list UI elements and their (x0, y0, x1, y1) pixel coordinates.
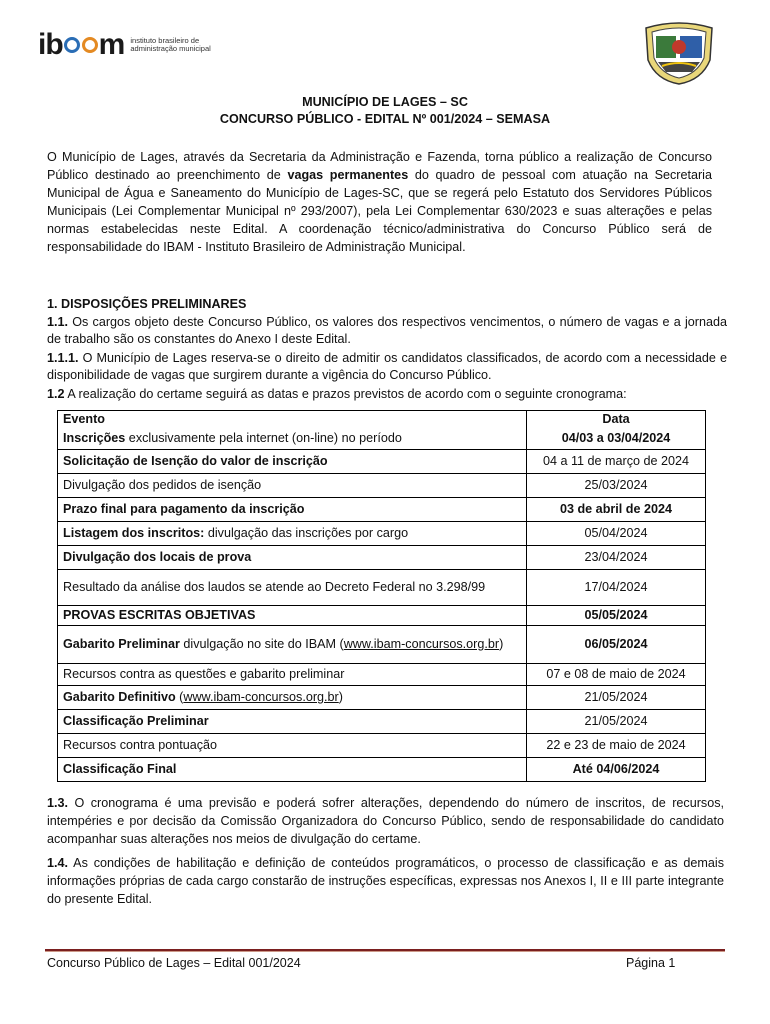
section-heading-text: 1. DISPOSIÇÕES PRELIMINARES (47, 297, 247, 311)
event-cell (58, 685, 527, 709)
p11-text: Os cargos objeto deste Concurso Público, os valores dos respectivos vencimentos, o número de vagas e a jornada de trabalho são os constantes do Anexo I deste Edital. (47, 315, 727, 346)
lages-coat-of-arms-icon (642, 20, 716, 86)
event-text: divulgação no site do IBAM ( (179, 637, 344, 651)
date-cell: 05/05/2024 (527, 605, 706, 625)
date-cell: 17/04/2024 (527, 569, 706, 605)
date-cell: 04/03 a 03/04/2024 (527, 427, 706, 449)
table-row (58, 569, 706, 605)
p111-number: 1.1.1. (47, 351, 79, 365)
event-text: Divulgação dos pedidos de isenção (63, 478, 262, 492)
event-text: ( (175, 690, 184, 704)
ibam-logo (38, 28, 211, 62)
event-cell (58, 449, 527, 473)
logo-sub-line1: instituto brasileiro de (130, 36, 200, 45)
table-row (58, 521, 706, 545)
event-bold: Gabarito Preliminar (63, 637, 180, 651)
date-cell: 06/05/2024 (527, 625, 706, 663)
event-bold: Solicitação de Isenção do valor de inscrição (63, 454, 328, 468)
event-cell (58, 569, 527, 605)
event-tail: ) (499, 637, 504, 651)
section-heading (47, 296, 727, 313)
event-text: Recursos contra pontuação (63, 738, 218, 752)
logo-sub-line2: administração municipal (130, 44, 211, 53)
p13-text: O cronograma é uma previsão e poderá sofrer alterações, dependendo do número de inscritos, de recursos, intempéries e por decisão da Comissão Organizadora do Concurso Público, sendo de responsabilidade do candidato acompanhar suas alterações nos meios de divulgação do certame. (47, 796, 724, 846)
event-cell (58, 733, 527, 757)
event-bold: Classificação Final (63, 762, 177, 776)
paragraph-1-1-1 (47, 350, 727, 384)
event-cell (58, 427, 527, 449)
date-cell: 05/04/2024 (527, 521, 706, 545)
table-row (58, 605, 706, 625)
date-cell: Até 04/06/2024 (527, 757, 706, 781)
ibam-site-link[interactable]: www.ibam-concursos.org.br (343, 637, 500, 651)
event-bold: Listagem dos inscritos: (63, 526, 205, 540)
page-number: Página 1 (626, 956, 676, 970)
event-cell (58, 521, 527, 545)
table-row (58, 449, 706, 473)
table-row (58, 685, 706, 709)
event-bold: Inscrições (63, 430, 126, 445)
event-cell (58, 473, 527, 497)
p14-text: As condições de habilitação e definição de conteúdos programáticos, o processo de classificação e as demais informações próprias de cada cargo constarão de instruções específicas, expressas nos Anexos I, II e III parte integrante do presente Edital. (47, 856, 724, 906)
footer-divider (45, 949, 725, 952)
table-row (58, 733, 706, 757)
paragraph-1-3 (47, 794, 724, 848)
intro-paragraph (47, 148, 712, 256)
header-date: Data (527, 411, 706, 428)
title-line2: CONCURSO PÚBLICO - EDITAL Nº 001/2024 – SEMASA (219, 112, 551, 126)
schedule-table (57, 410, 706, 782)
p11-number: 1.1. (47, 315, 69, 329)
paragraph-1-4 (47, 854, 724, 908)
footer-title: Concurso Público de Lages – Edital 001/2024 (47, 956, 301, 970)
table-header-row (58, 411, 706, 428)
event-bold: Classificação Preliminar (63, 714, 209, 728)
table-row (58, 709, 706, 733)
date-cell: 21/05/2024 (527, 709, 706, 733)
table-row (58, 427, 706, 449)
event-text: exclusivamente pela internet (on-line) no período (125, 430, 402, 445)
event-text: Resultado da análise dos laudos se atende ao Decreto Federal no 3.298/99 (63, 580, 486, 594)
logo-wordmark: i b m (38, 28, 125, 61)
event-bold: PROVAS ESCRITAS OBJETIVAS (63, 608, 256, 622)
event-cell (58, 663, 527, 685)
date-cell: 03 de abril de 2024 (527, 497, 706, 521)
p111-text: O Município de Lages reserva-se o direito de admitir os candidatos classificados, de acordo com a necessidade e disponibilidade de vagas que surgirem durante a vigência do Concurso Público. (47, 351, 727, 382)
event-bold: Divulgação dos locais de prova (63, 550, 252, 564)
event-text: Recursos contra as questões e gabarito preliminar (63, 667, 345, 681)
event-bold: Prazo final para pagamento da inscrição (63, 502, 305, 516)
logo-subtitle (130, 37, 210, 53)
ibam-site-link[interactable]: www.ibam-concursos.org.br (183, 690, 339, 704)
table-row (58, 473, 706, 497)
table-row (58, 757, 706, 781)
p12-number: 1.2 (47, 387, 65, 401)
event-text: divulgação das inscrições por cargo (204, 526, 409, 540)
event-bold: Gabarito Definitivo (63, 690, 176, 704)
paragraph-1-2 (47, 386, 727, 403)
date-cell: 25/03/2024 (527, 473, 706, 497)
p12-text: A realização do certame seguirá as datas e prazos previstos de acordo com o seguinte cronograma: (64, 387, 627, 401)
date-cell: 22 e 23 de maio de 2024 (527, 733, 706, 757)
p14-number: 1.4. (47, 856, 69, 870)
table-row (58, 545, 706, 569)
intro-text-2: do quadro de pessoal com atuação na Secretaria Municipal de Água e Saneamento do Município de Lages-SC, que se regerá pelo Estatuto dos Servidores Públicos Municipais (Lei Complementar Municipal nº 293/2007), pela Lei Complementar 630/2023 e suas alterações e pelas normas estabelecidas neste Edital. A coordenação técnico/administrativa do Concurso Público será de responsabilidade do IBAM - Instituto Brasileiro de Administração Municipal. (47, 168, 712, 254)
date-cell: 07 e 08 de maio de 2024 (527, 663, 706, 685)
page-header (0, 0, 770, 90)
header-event: Evento (58, 411, 527, 428)
document-title (0, 94, 770, 128)
paragraph-1-1 (47, 314, 727, 348)
table-row (58, 663, 706, 685)
date-cell: 04 a 11 de março de 2024 (527, 449, 706, 473)
event-cell (58, 545, 527, 569)
date-cell: 23/04/2024 (527, 545, 706, 569)
p13-number: 1.3. (47, 796, 69, 810)
event-cell (58, 709, 527, 733)
title-line1: MUNICÍPIO DE LAGES – SC (302, 95, 468, 109)
table-row (58, 625, 706, 663)
event-cell (58, 497, 527, 521)
intro-bold: vagas permanentes (287, 168, 409, 182)
event-cell (58, 625, 527, 663)
table-row (58, 497, 706, 521)
event-cell (58, 757, 527, 781)
intro-text-1: O Município de Lages, através da Secretaria da Administração e Fazenda, torna público a realização de Concurso Público destinado ao preenchimento de (47, 150, 712, 182)
date-cell: 21/05/2024 (527, 685, 706, 709)
event-tail: ) (338, 690, 343, 704)
event-cell (58, 605, 527, 625)
